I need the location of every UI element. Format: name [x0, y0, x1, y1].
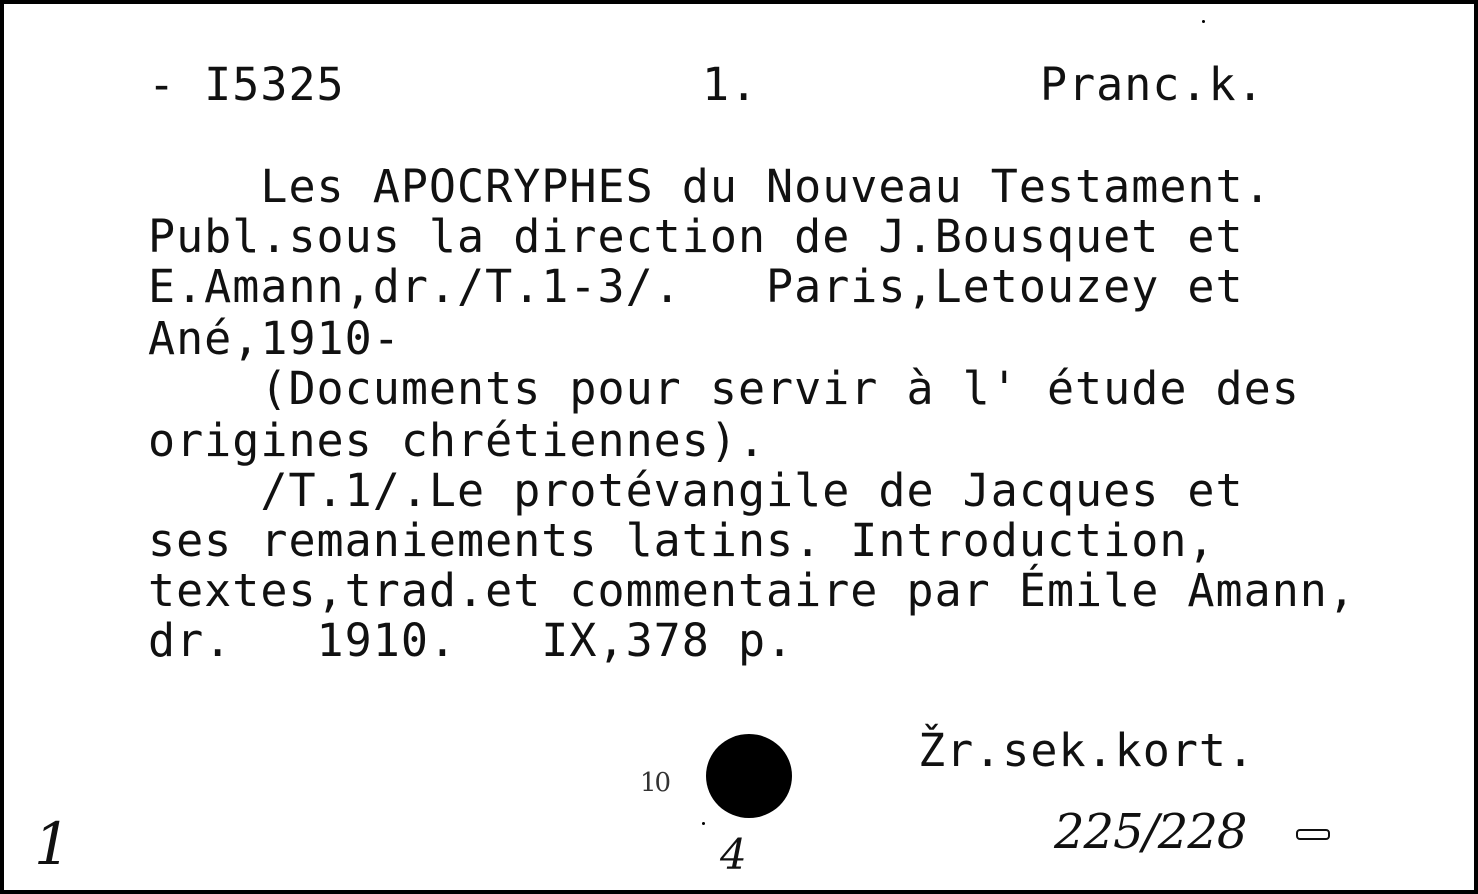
body-line: ses remaniements latins. Introduction, [148, 514, 1216, 567]
body-line: Ané,1910- [148, 312, 401, 365]
body-line: textes,trad.et commentaire par Émile Amann, [148, 564, 1356, 617]
body-line: dr. 1910. IX,378 p. [148, 614, 795, 667]
body-line: /T.1/.Le protévangile de Jacques et [148, 464, 1244, 517]
ink-speck [702, 822, 705, 825]
body-line: (Documents pour servir à l' étude des [148, 362, 1300, 415]
body-line: E.Amann,dr./T.1-3/. Paris,Letouzey et [148, 260, 1244, 313]
punch-hole [706, 734, 792, 818]
source-note: Žr.sek.kort. [918, 724, 1256, 777]
ink-speck [1202, 20, 1205, 23]
catalog-number: - I5325 [148, 58, 345, 111]
handwritten-inventory-number: 225/228 [1054, 804, 1247, 860]
body-line: Publ.sous la direction de J.Bousquet et [148, 210, 1244, 263]
faint-stamp: 10 [640, 768, 670, 798]
handwritten-page-number: 4 [720, 830, 747, 879]
volume-number: 1. [702, 58, 759, 111]
body-line: Les APOCRYPHES du Nouveau Testament. [148, 160, 1272, 213]
handwritten-mark: 1 [34, 810, 71, 878]
inventory-dash [1296, 829, 1330, 840]
collection-code: Pranc.k. [1040, 58, 1265, 111]
body-line: origines chrétiennes). [148, 414, 767, 467]
